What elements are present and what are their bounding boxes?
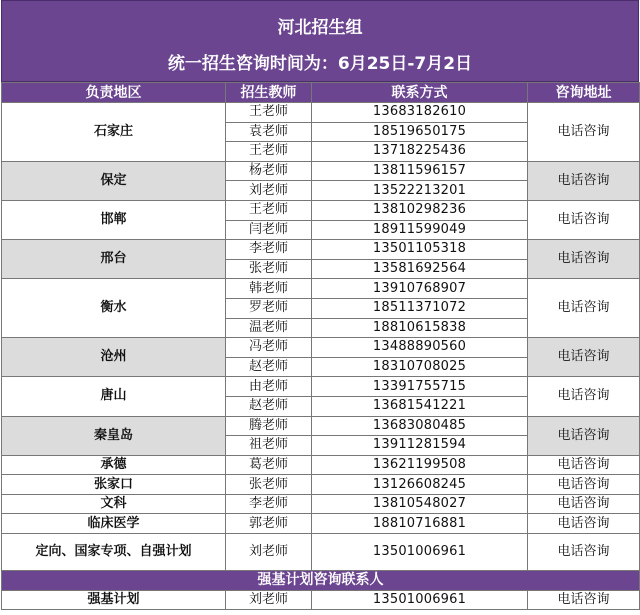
qiangji-heading-row — [2, 571, 640, 591]
phone-cell: 18511371072 — [312, 298, 528, 318]
address-cell: 电话咨询 — [528, 534, 640, 571]
phone-cell: 13501105318 — [312, 240, 528, 260]
region-cell: 强基计划 — [2, 590, 226, 610]
phone-cell: 13391755715 — [312, 377, 528, 397]
region-cell: 张家口 — [2, 475, 226, 495]
table-row — [2, 161, 640, 181]
table-row — [2, 494, 640, 514]
phone-cell: 13501006961 — [312, 534, 528, 571]
teacher-cell: 张老师 — [226, 475, 312, 495]
table-row — [2, 338, 640, 358]
teacher-cell: 赵老师 — [226, 357, 312, 377]
address-cell: 电话咨询 — [528, 161, 640, 200]
contact-table — [1, 82, 640, 610]
phone-cell: 13621199508 — [312, 455, 528, 475]
region-cell: 秦皇岛 — [2, 416, 226, 455]
teacher-cell: 袁老师 — [226, 122, 312, 142]
teacher-cell: 由老师 — [226, 377, 312, 397]
header — [1, 0, 639, 82]
phone-cell: 13810548027 — [312, 494, 528, 514]
table-header-row — [2, 83, 640, 103]
region-cell: 石家庄 — [2, 103, 226, 162]
phone-cell: 13683182610 — [312, 103, 528, 123]
phone-cell: 13488890560 — [312, 338, 528, 358]
teacher-cell: 温老师 — [226, 318, 312, 338]
teacher-cell: 葛老师 — [226, 455, 312, 475]
region-cell: 保定 — [2, 161, 226, 200]
qiangji-heading: 强基计划咨询联系人 — [2, 571, 640, 591]
region-cell: 临床医学 — [2, 514, 226, 534]
phone-cell: 13501006961 — [312, 590, 528, 610]
phone-cell: 18911599049 — [312, 220, 528, 240]
column-header-address: 咨询地址 — [528, 83, 640, 103]
teacher-cell: 祖老师 — [226, 436, 312, 456]
teacher-cell: 李老师 — [226, 240, 312, 260]
teacher-cell: 王老师 — [226, 142, 312, 162]
phone-cell: 18519650175 — [312, 122, 528, 142]
address-cell: 电话咨询 — [528, 475, 640, 495]
phone-cell: 13683080485 — [312, 416, 528, 436]
teacher-cell: 杨老师 — [226, 161, 312, 181]
qiangji-section — [2, 571, 640, 610]
page-subtitle: 统一招生咨询时间为：6月25日-7月2日 — [167, 54, 473, 74]
table-row — [2, 200, 640, 220]
table-body — [2, 103, 640, 571]
teacher-cell: 闫老师 — [226, 220, 312, 240]
phone-cell: 18310708025 — [312, 357, 528, 377]
address-cell: 电话咨询 — [528, 200, 640, 239]
admissions-contact-sheet — [1, 0, 639, 610]
table-row — [2, 279, 640, 299]
teacher-cell: 韩老师 — [226, 279, 312, 299]
region-cell: 沧州 — [2, 338, 226, 377]
table-row — [2, 103, 640, 123]
teacher-cell: 刘老师 — [226, 590, 312, 610]
phone-cell: 13581692564 — [312, 259, 528, 279]
column-header-region: 负责地区 — [2, 83, 226, 103]
address-cell: 电话咨询 — [528, 494, 640, 514]
phone-cell: 13811596157 — [312, 161, 528, 181]
table-row — [2, 590, 640, 610]
region-cell: 文科 — [2, 494, 226, 514]
teacher-cell: 李老师 — [226, 494, 312, 514]
table-row — [2, 377, 640, 397]
teacher-cell: 罗老师 — [226, 298, 312, 318]
table-row — [2, 475, 640, 495]
region-cell: 衡水 — [2, 279, 226, 338]
region-cell: 承德 — [2, 455, 226, 475]
address-cell: 电话咨询 — [528, 240, 640, 279]
teacher-cell: 王老师 — [226, 103, 312, 123]
teacher-cell: 刘老师 — [226, 534, 312, 571]
table-row — [2, 416, 640, 436]
phone-cell: 13810298236 — [312, 200, 528, 220]
region-cell: 唐山 — [2, 377, 226, 416]
teacher-cell: 赵老师 — [226, 396, 312, 416]
column-header-teacher: 招生教师 — [226, 83, 312, 103]
teacher-cell: 刘老师 — [226, 181, 312, 201]
address-cell: 电话咨询 — [528, 455, 640, 475]
address-cell: 电话咨询 — [528, 590, 640, 610]
address-cell: 电话咨询 — [528, 416, 640, 455]
phone-cell: 13911281594 — [312, 436, 528, 456]
teacher-cell: 王老师 — [226, 200, 312, 220]
address-cell: 电话咨询 — [528, 377, 640, 416]
region-cell: 邢台 — [2, 240, 226, 279]
address-cell: 电话咨询 — [528, 338, 640, 377]
teacher-cell: 腾老师 — [226, 416, 312, 436]
teacher-cell: 张老师 — [226, 259, 312, 279]
teacher-cell: 冯老师 — [226, 338, 312, 358]
address-cell: 电话咨询 — [528, 103, 640, 162]
table-row — [2, 455, 640, 475]
phone-cell: 13718225436 — [312, 142, 528, 162]
address-cell: 电话咨询 — [528, 279, 640, 338]
phone-cell: 13522213201 — [312, 181, 528, 201]
teacher-cell: 郭老师 — [226, 514, 312, 534]
phone-cell: 13910768907 — [312, 279, 528, 299]
phone-cell: 18810716881 — [312, 514, 528, 534]
phone-cell: 18810615838 — [312, 318, 528, 338]
region-cell: 邯郸 — [2, 200, 226, 239]
phone-cell: 13126608245 — [312, 475, 528, 495]
region-cell: 定向、国家专项、自强计划 — [2, 534, 226, 571]
column-header-contact: 联系方式 — [312, 83, 528, 103]
page-title: 河北招生组 — [277, 18, 363, 38]
table-row — [2, 534, 640, 571]
phone-cell: 13681541221 — [312, 396, 528, 416]
table-row — [2, 240, 640, 260]
address-cell: 电话咨询 — [528, 514, 640, 534]
table-row — [2, 514, 640, 534]
